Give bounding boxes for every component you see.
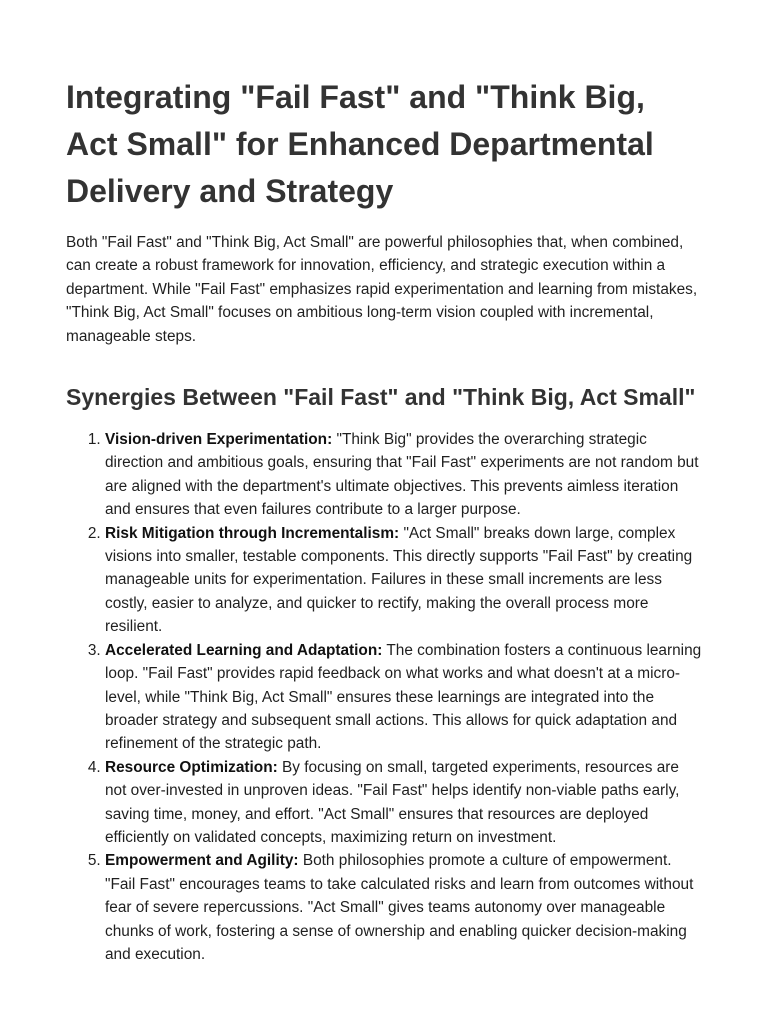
section-heading: Synergies Between "Fail Fast" and "Think Big, Act Small" — [66, 384, 696, 411]
synergies-list — [66, 428, 702, 966]
list-item-term: Vision-driven Experimentation: — [105, 431, 333, 449]
list-item-text: "Think Big" provides the overarching strategic direction and ambitious goals, ensuring that "Fail Fast" experiments are not random but are aligned with the department's ultimate objectives. This prevents aimless iteration and ensures that even failures contribute to a larger purpose. — [105, 431, 699, 519]
list-item — [105, 522, 702, 639]
list-item-term: Resource Optimization: — [105, 758, 278, 776]
list-item — [105, 428, 702, 522]
list-item-text: "Act Small" breaks down large, complex visions into smaller, testable components. This directly supports "Fail Fast" by creating manageable units for experimentation. Failures in these small increments are less costly, easier to analyze, and quicker to rectify, making the overall process more resilient. — [105, 524, 693, 636]
list-item-term: Risk Mitigation through Incrementalism: — [105, 524, 400, 542]
document-title: Integrating "Fail Fast" and "Think Big, Act Small" for Enhanced Departmental Delivery and Strategy — [66, 79, 654, 209]
list-item — [105, 756, 702, 850]
list-item-term: Accelerated Learning and Adaptation: — [105, 641, 383, 659]
list-item — [105, 639, 702, 756]
list-item-text: By focusing on small, targeted experiments, resources are not over-invested in unproven ideas. "Fail Fast" helps identify non-viable paths early, saving time, money, and effort. "Act Small" ensures that resources are deployed efficiently on validated concepts, maximizing return on investment. — [105, 758, 680, 846]
list-item-term: Empowerment and Agility: — [105, 852, 299, 870]
list-item — [105, 849, 702, 966]
list-item-text: Both philosophies promote a culture of empowerment. "Fail Fast" encourages teams to take calculated risks and learn from outcomes without fear of severe repercussions. "Act Small" gives teams autonomy over manageable chunks of work, fostering a sense of ownership and enabling quicker decision-making and execution. — [105, 852, 694, 963]
list-item-text: The combination fosters a continuous learning loop. "Fail Fast" provides rapid feedback on what works and what doesn't at a micro-level, while "Think Big, Act Small" ensures these learnings are integrated into the broader strategy and subsequent small actions. This allows for quick adaptation and refinement of the strategic path. — [105, 641, 702, 753]
intro-paragraph: Both "Fail Fast" and "Think Big, Act Small" are powerful philosophies that, when combined, can create a robust framework for innovation, efficiency, and strategic execution within a department. While "Fail Fast" emphasizes rapid experimentation and learning from mistakes, "Think Big, Act Small" focuses on ambitious long-term vision coupled with incremental, manageable steps. — [66, 234, 698, 345]
